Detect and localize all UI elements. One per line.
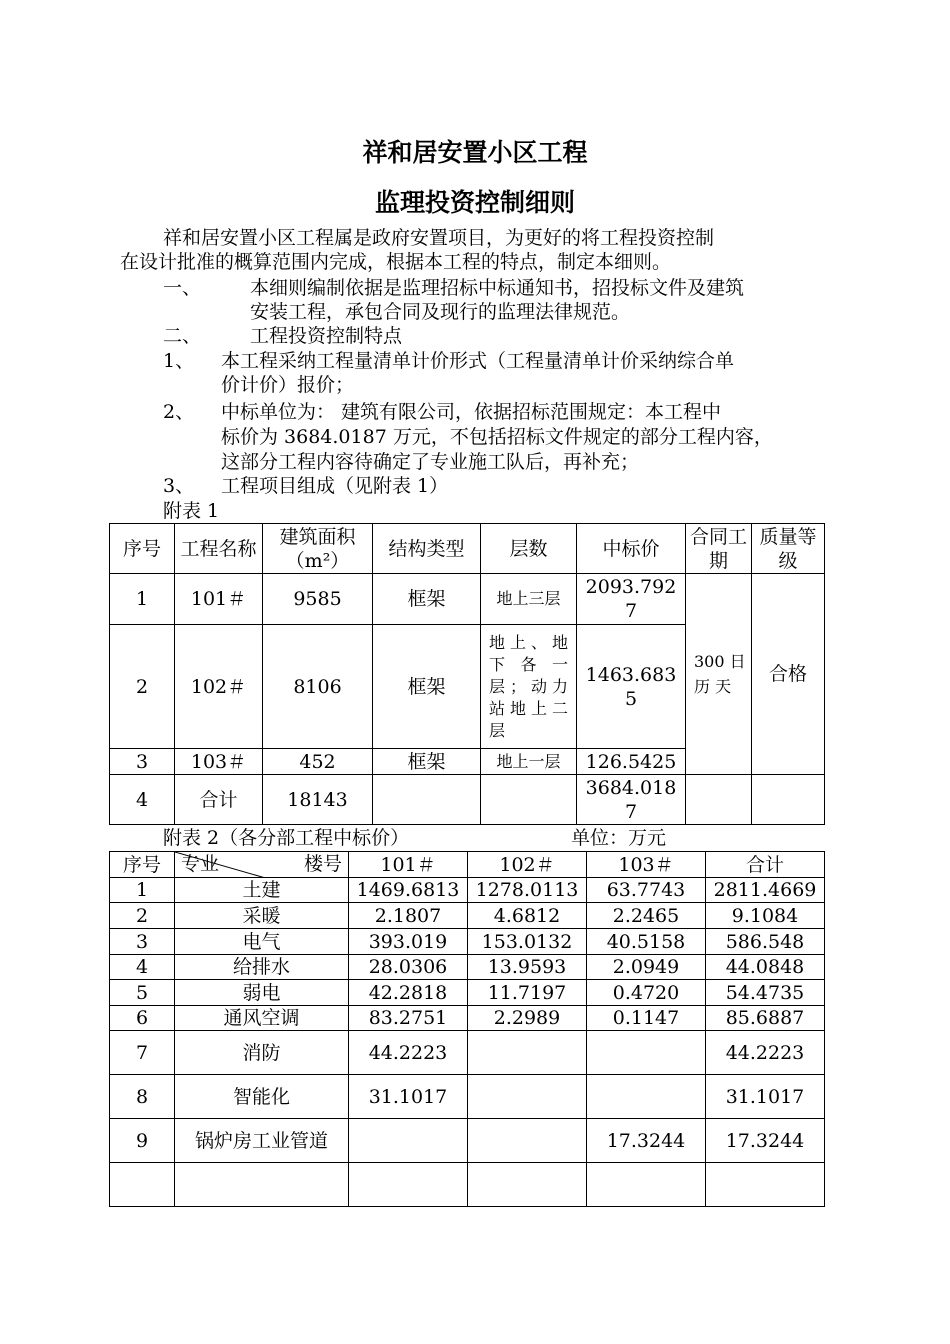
subdivision-price-table [109, 851, 825, 1207]
intro-line-1: 祥和居安置小区工程属是政府安置项目，为更好的将工程投资控制 [163, 227, 715, 249]
row-total [706, 1163, 825, 1207]
row-no: 2 [110, 625, 175, 749]
row-specialty: 给排水 [175, 955, 349, 980]
row-total: 31.1017 [706, 1075, 825, 1119]
row-102 [468, 1031, 587, 1075]
row-structure: 框架 [373, 574, 481, 625]
row-no: 2 [110, 903, 175, 929]
row-total: 44.2223 [706, 1031, 825, 1075]
row-structure: 框架 [373, 625, 481, 749]
header-floors: 层数 [481, 524, 577, 574]
row-name: 102＃ [175, 625, 263, 749]
row-103: 40.5158 [587, 929, 706, 955]
header-specialty: 专业 [181, 853, 220, 875]
table-total-row [110, 775, 825, 825]
row-101: 42.2818 [349, 980, 468, 1006]
row-price: 1463.6835 [577, 625, 686, 749]
row-102: 153.0132 [468, 929, 587, 955]
row-no: 3 [110, 929, 175, 955]
header-structure: 结构类型 [373, 524, 481, 574]
row-floors: 地上一层 [481, 749, 577, 775]
row-101 [349, 1119, 468, 1163]
row-101: 44.2223 [349, 1031, 468, 1075]
header-diagonal-cell [175, 852, 349, 878]
item-2-line-3: 这部分工程内容待确定了专业施工队后，再补充； [221, 451, 640, 473]
table-row [110, 980, 825, 1006]
total-price: 3684.0187 [577, 775, 686, 825]
row-102 [468, 1119, 587, 1163]
item-2-line-1: 中标单位为： 建筑有限公司，依据招标范围规定：本工程中 [221, 401, 722, 423]
row-103: 2.0949 [587, 955, 706, 980]
header-period: 合同工期 [686, 524, 752, 574]
row-no: 7 [110, 1031, 175, 1075]
row-103: 0.1147 [587, 1006, 706, 1031]
item-1-line-2: 价计价）报价； [221, 374, 355, 396]
item-3-number: 3、 [163, 475, 195, 497]
header-area: 建筑面积（m²） [263, 524, 373, 574]
row-103: 0.4720 [587, 980, 706, 1006]
row-101: 83.2751 [349, 1006, 468, 1031]
header-no: 序号 [110, 852, 175, 878]
row-102: 13.9593 [468, 955, 587, 980]
row-specialty: 电气 [175, 929, 349, 955]
header-103: 103＃ [587, 852, 706, 878]
row-floors: 地上三层 [481, 574, 577, 625]
header-102: 102＃ [468, 852, 587, 878]
header-quality: 质量等级 [752, 524, 825, 574]
row-no: 4 [110, 955, 175, 980]
table-row [110, 1031, 825, 1075]
section-2-number: 二、 [163, 325, 202, 347]
row-specialty: 智能化 [175, 1075, 349, 1119]
row-102: 1278.0113 [468, 878, 587, 903]
table-row [110, 1163, 825, 1207]
row-no: 1 [110, 574, 175, 625]
table-row [110, 1006, 825, 1031]
intro-line-2: 在设计批准的概算范围内完成，根据本工程的特点，制定本细则。 [120, 251, 672, 273]
row-101: 28.0306 [349, 955, 468, 980]
total-floors [481, 775, 577, 825]
header-name: 工程名称 [175, 524, 263, 574]
row-specialty: 锅炉房工业管道 [175, 1119, 349, 1163]
table-1-header-row [110, 524, 825, 574]
row-specialty: 采暖 [175, 903, 349, 929]
row-102: 4.6812 [468, 903, 587, 929]
row-103: 17.3244 [587, 1119, 706, 1163]
row-total: 9.1084 [706, 903, 825, 929]
row-103: 2.2465 [587, 903, 706, 929]
table-row [110, 1119, 825, 1163]
table-row [110, 878, 825, 903]
row-103 [587, 1163, 706, 1207]
total-no: 4 [110, 775, 175, 825]
row-103: 63.7743 [587, 878, 706, 903]
row-no: 8 [110, 1075, 175, 1119]
item-1-line-1: 本工程采纳工程量清单计价形式（工程量清单计价采纳综合单 [221, 350, 735, 372]
header-price: 中标价 [577, 524, 686, 574]
row-103 [587, 1031, 706, 1075]
row-102: 2.2989 [468, 1006, 587, 1031]
total-structure [373, 775, 481, 825]
row-no: 3 [110, 749, 175, 775]
table-2-unit: 单位：万元 [571, 827, 667, 849]
document-subtitle: 监理投资控制细则 [374, 188, 575, 217]
row-101: 393.019 [349, 929, 468, 955]
row-101 [349, 1163, 468, 1207]
total-name: 合计 [175, 775, 263, 825]
row-specialty [175, 1163, 349, 1207]
row-floors: 地上、地下各一层；动力站地上二层 [481, 625, 577, 749]
header-101: 101＃ [349, 852, 468, 878]
table-2-caption: 附表 2（各分部工程中标价） [163, 827, 410, 849]
total-period [686, 775, 752, 825]
header-total: 合计 [706, 852, 825, 878]
table-row [110, 1075, 825, 1119]
item-2-number: 2、 [163, 401, 195, 423]
row-total: 54.4735 [706, 980, 825, 1006]
row-101: 1469.6813 [349, 878, 468, 903]
row-no: 9 [110, 1119, 175, 1163]
table-row [110, 903, 825, 929]
row-total: 2811.4669 [706, 878, 825, 903]
item-2-line-2: 标价为 3684.0187 万元，不包括招标文件规定的部分工程内容， [221, 426, 773, 448]
project-composition-table [109, 523, 825, 825]
row-total: 44.0848 [706, 955, 825, 980]
row-specialty: 土建 [175, 878, 349, 903]
section-2-heading: 工程投资控制特点 [250, 325, 403, 347]
section-1-number: 一、 [163, 277, 202, 299]
total-area: 18143 [263, 775, 373, 825]
row-101: 2.1807 [349, 903, 468, 929]
section-1-line-1: 本细则编制依据是监理招标中标通知书，招投标文件及建筑 [250, 277, 745, 299]
row-specialty: 消防 [175, 1031, 349, 1075]
row-area: 452 [263, 749, 373, 775]
row-total: 17.3244 [706, 1119, 825, 1163]
row-no [110, 1163, 175, 1207]
table-row [110, 574, 825, 625]
row-area: 9585 [263, 574, 373, 625]
row-area: 8106 [263, 625, 373, 749]
item-1-number: 1、 [163, 350, 195, 372]
quality-grade: 合格 [752, 574, 825, 775]
row-structure: 框架 [373, 749, 481, 775]
row-name: 103＃ [175, 749, 263, 775]
row-101: 31.1017 [349, 1075, 468, 1119]
row-no: 6 [110, 1006, 175, 1031]
section-1-line-2: 安装工程，承包合同及现行的监理法律规范。 [250, 301, 631, 323]
table-1-caption: 附表 1 [163, 500, 220, 522]
item-3-text: 工程项目组成（见附表 1） [221, 475, 449, 497]
row-total: 586.548 [706, 929, 825, 955]
row-total: 85.6887 [706, 1006, 825, 1031]
row-name: 101＃ [175, 574, 263, 625]
table-2-header-row [110, 852, 825, 878]
row-103 [587, 1075, 706, 1119]
row-price: 2093.7927 [577, 574, 686, 625]
header-no: 序号 [110, 524, 175, 574]
row-specialty: 通风空调 [175, 1006, 349, 1031]
total-quality [752, 775, 825, 825]
table-row [110, 955, 825, 980]
row-102 [468, 1163, 587, 1207]
row-specialty: 弱电 [175, 980, 349, 1006]
table-row [110, 929, 825, 955]
row-price: 126.5425 [577, 749, 686, 775]
header-building: 楼号 [303, 853, 342, 875]
row-102: 11.7197 [468, 980, 587, 1006]
row-102 [468, 1075, 587, 1119]
row-no: 5 [110, 980, 175, 1006]
contract-period: 300 日 历 天 [686, 574, 752, 775]
document-title: 祥和居安置小区工程 [362, 138, 588, 167]
row-no: 1 [110, 878, 175, 903]
